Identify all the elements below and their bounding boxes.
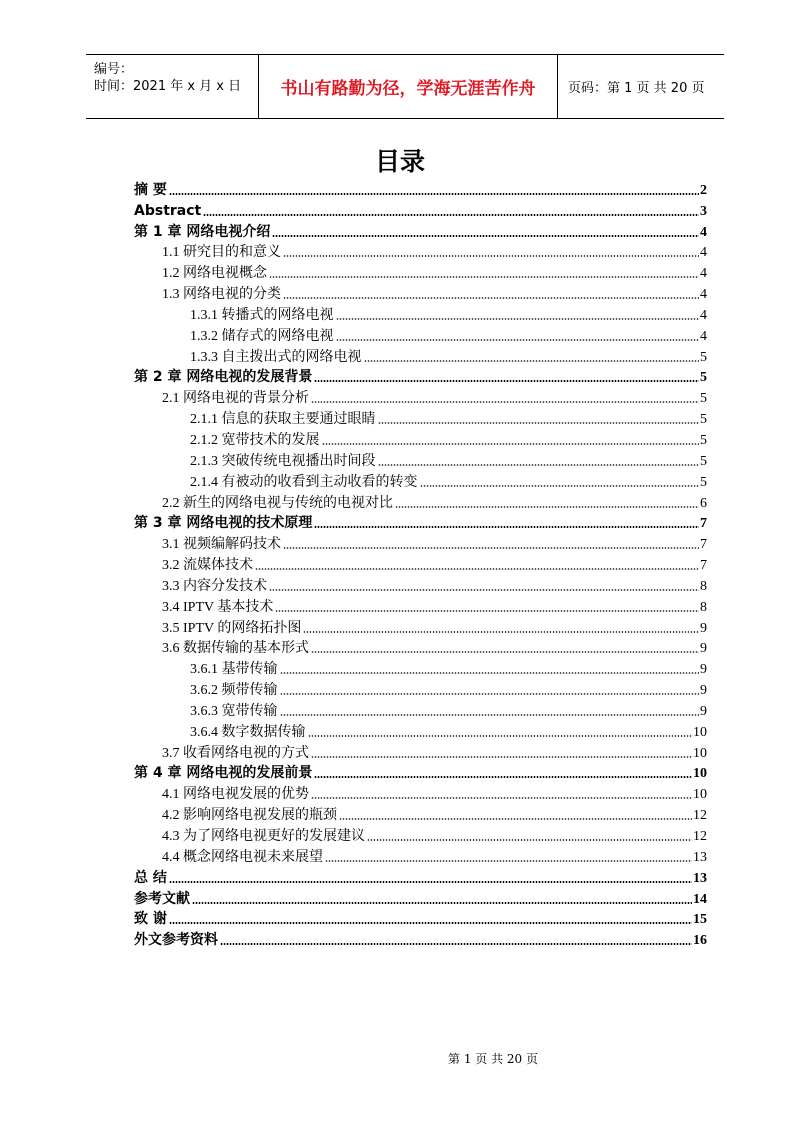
toc-entry[interactable] [134,574,707,595]
dot-leader [311,651,699,653]
toc-entry-page-number: 12 [693,829,707,844]
toc-entry[interactable] [134,678,707,699]
page-footer: 第 1 页 共 20 页 [448,1052,538,1066]
dot-leader [322,443,700,445]
toc-entry-page-number: 14 [693,891,707,907]
toc-entry[interactable] [134,282,707,303]
toc-entry[interactable] [134,303,707,324]
dot-leader [280,672,700,674]
toc-entry[interactable] [134,324,707,345]
toc-entry-label: 3.3 内容分发技术 [162,578,267,594]
toc-entry[interactable] [134,657,707,678]
toc-entry[interactable] [134,261,707,282]
toc-entry-page-number: 4 [700,328,707,344]
toc-entry[interactable] [134,178,707,199]
header-motto: 书山有路勤为径，学海无涯苦作舟 [258,55,558,118]
dot-leader [311,401,699,403]
toc-entry-label: 总 结 [134,869,167,886]
toc-entry-label: 3.6.2 频带传输 [190,683,278,699]
dot-leader [269,589,699,591]
toc-entry[interactable] [134,345,707,366]
toc-entry-page-number: 7 [700,516,707,532]
toc-entry[interactable] [134,803,707,824]
dot-leader [336,339,700,341]
toc-entry-label: 4.4 概念网络电视未来展望 [162,849,323,865]
toc-entry-label: 2.1 网络电视的背景分析 [162,391,309,407]
toc-entry[interactable] [134,845,707,866]
toc-entry-page-number: 10 [693,787,707,803]
dot-leader [378,422,700,424]
toc-entry-label: 3.6.3 宽带传输 [190,703,278,719]
dot-leader [308,735,693,737]
dot-leader [364,360,700,362]
dot-leader [272,235,699,237]
toc-entry-label: 2.2 新生的网络电视与传统的电视对比 [162,495,393,511]
toc-entry[interactable] [134,199,707,220]
dot-leader [314,776,692,778]
dot-leader [283,297,699,299]
dot-leader [283,255,699,257]
toc-entry-page-number: 5 [700,453,707,469]
dot-leader [269,276,699,278]
toc-entry-label: 1.3.3 自主拨出式的网络电视 [190,349,362,365]
toc-entry-label: 2.1.2 宽带技术的发展 [190,432,320,448]
toc-entry[interactable] [134,928,707,949]
toc-entry-label: 2.1.4 有被动的收看到主动收看的转变 [190,474,418,490]
toc-entry-label: 3.2 流媒体技术 [162,558,253,574]
dot-leader [220,943,692,945]
toc-entry-page-number: 13 [693,849,707,865]
toc-entry-page-number: 4 [700,266,707,282]
toc-entry-label: Abstract [134,202,202,219]
header-meta [86,55,258,118]
toc-entry[interactable] [134,762,707,783]
toc-entry-page-number: 7 [700,558,707,574]
toc-entry-label: 4.3 为了网络电视更好的发展建议 [162,829,365,844]
dot-leader [283,547,699,549]
toc-entry-label: 1.2 网络电视概念 [162,266,267,282]
dot-leader [203,214,699,216]
toc-entry-page-number: 4 [700,307,707,323]
toc-entry[interactable] [134,720,707,741]
toc-entry[interactable] [134,553,707,574]
toc-entry-label: 1.3.1 转播式的网络电视 [190,307,334,323]
toc-entry-page-number: 9 [700,620,707,636]
dot-leader [325,860,692,862]
toc-entry-label: 3.6.4 数字数据传输 [190,724,306,740]
dot-leader [169,922,692,924]
toc-entry[interactable] [134,532,707,553]
toc-entry-page-number: 5 [700,349,707,365]
toc-entry[interactable] [134,386,707,407]
toc-entry-label: 3.5 IPTV 的网络拓扑图 [162,620,302,636]
toc-entry-label: 4.2 影响网络电视发展的瓶颈 [162,808,337,824]
toc-entry-label: 3.7 收看网络电视的方式 [162,745,309,761]
toc-entry-page-number: 9 [700,703,707,719]
toc-entry-page-number: 5 [700,370,707,386]
toc-entry-label: 4.1 网络电视发展的优势 [162,787,309,803]
toc-entry[interactable] [134,407,707,428]
toc-entry-label: 致 谢 [134,911,167,928]
toc-entry-page-number: 9 [700,641,707,657]
toc-entry-label: 2.1.3 突破传统电视播出时间段 [190,453,376,469]
toc-entry[interactable] [134,220,707,241]
dot-leader [192,902,692,904]
toc-entry-page-number: 6 [700,495,707,511]
toc-entry-label: 1.1 研究目的和意义 [162,245,281,261]
toc-entry-page-number: 8 [700,599,707,615]
dot-leader [378,464,700,466]
toc-entry-page-number: 15 [693,912,707,928]
dot-leader [311,797,692,799]
toc-entry-label: 第 4 章 网络电视的发展前景 [134,765,313,782]
toc-entry[interactable] [134,241,707,262]
dot-leader [255,568,699,570]
toc-entry-label: 第 2 章 网络电视的发展背景 [134,369,313,386]
dot-leader [275,610,699,612]
dot-leader [169,881,692,883]
toc-entry-label: 参考文献 [134,890,190,907]
toc-entry-page-number: 7 [700,537,707,553]
toc-entry[interactable] [134,428,707,449]
toc-entry-label: 3.1 视频编解码技术 [162,537,281,553]
dot-leader [303,631,699,633]
toc-entry-page-number: 5 [700,412,707,428]
dot-leader [367,839,692,841]
dot-leader [336,318,700,320]
toc-entry-label: 1.3.2 储存式的网络电视 [190,328,334,344]
toc-entry-page-number: 4 [700,287,707,303]
toc-entry[interactable] [134,595,707,616]
toc-entry-label: 3.6.1 基带传输 [190,662,278,678]
toc-entry-label: 3.4 IPTV 基本技术 [162,599,274,615]
dot-leader [420,485,700,487]
toc-entry-page-number: 8 [700,578,707,594]
dot-leader [311,756,692,758]
toc-entry-page-number: 9 [700,683,707,699]
dot-leader [280,714,700,716]
dot-leader [339,818,692,820]
toc-entry-page-number: 3 [700,203,707,219]
toc-entry-page-number: 16 [693,933,707,949]
dot-leader [314,526,699,528]
toc-entry-label: 第 1 章 网络电视介绍 [134,223,271,240]
toc-entry-page-number: 4 [700,224,707,240]
dot-leader [169,193,699,195]
toc-entry-label: 第 3 章 网络电视的技术原理 [134,515,313,532]
dot-leader [280,693,700,695]
toc-entry-label: 3.6 数据传输的基本形式 [162,641,309,657]
toc-entry[interactable] [134,866,707,887]
toc-entry[interactable] [134,512,707,533]
toc-entry[interactable] [134,366,707,387]
toc-entry-page-number: 10 [693,766,707,782]
dot-leader [395,506,699,508]
toc-entry-label: 2.1.1 信息的获取主要通过眼睛 [190,412,376,428]
document-time: 时间：2021 年 x 月 x 日 [94,79,242,94]
toc-entry-page-number: 5 [700,474,707,490]
toc-entry[interactable] [134,887,707,908]
header-page-info: 页码：第 1 页 共 20 页 [568,81,705,96]
toc-entry-page-number: 10 [693,745,707,761]
toc-entry-page-number: 4 [700,245,707,261]
toc-entry[interactable] [134,637,707,658]
toc-entry[interactable] [134,908,707,929]
toc-entry[interactable] [134,699,707,720]
toc-entry-page-number: 9 [700,662,707,678]
toc-entry-page-number: 12 [693,808,707,824]
page-header [86,54,724,119]
toc-entry-page-number: 10 [693,724,707,740]
toc-entry-label: 1.3 网络电视的分类 [162,287,281,303]
toc-entry-page-number: 5 [700,432,707,448]
toc-entry[interactable] [134,782,707,803]
toc-entry[interactable] [134,824,707,845]
toc-entry-label: 外文参考资料 [134,932,218,949]
toc-entry-label: 摘 要 [134,181,167,198]
toc-entry-page-number: 5 [700,391,707,407]
toc-entry[interactable] [134,741,707,762]
toc-entry[interactable] [134,449,707,470]
document-number-label: 编号： [94,62,134,77]
toc-entry-page-number: 2 [700,182,707,198]
toc-entry[interactable] [134,491,707,512]
toc-title: 目录 [374,147,425,176]
table-of-contents [134,178,707,949]
dot-leader [314,380,699,382]
toc-entry[interactable] [134,616,707,637]
toc-entry-page-number: 13 [693,870,707,886]
toc-entry[interactable] [134,470,707,491]
